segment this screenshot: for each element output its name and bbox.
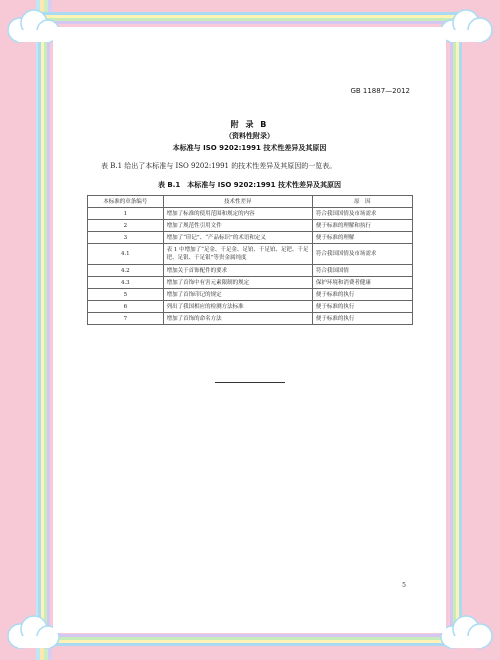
chapter-cell: 4.1 xyxy=(88,244,164,265)
table-row xyxy=(88,220,413,232)
chapter-cell: 4.3 xyxy=(88,277,164,289)
reason-cell: 符合我国国情 xyxy=(312,265,412,277)
annex-kind: （资料性附录） xyxy=(225,132,274,140)
table-row xyxy=(88,208,413,220)
reason-cell: 符合我国国情及市场需求 xyxy=(312,244,412,265)
chapter-cell: 7 xyxy=(88,313,164,325)
chapter-cell: 2 xyxy=(88,220,164,232)
column-header-chapter: 本标准的章条编号 xyxy=(88,196,164,208)
difference-cell: 增加了首饰印记的规定 xyxy=(163,289,312,301)
table-row xyxy=(88,289,413,301)
difference-cell: 列出了我国相应的检测方法标准 xyxy=(163,301,312,313)
difference-cell: 增加了首饰中有害元素限制的规定 xyxy=(163,277,312,289)
page-number: 5 xyxy=(402,582,406,589)
table-row xyxy=(88,232,413,244)
end-of-text-rule xyxy=(215,382,285,383)
chapter-cell: 6 xyxy=(88,301,164,313)
rainbow-stripe-left xyxy=(38,12,52,632)
table-caption: 表 B.1 本标准与 ISO 9202:1991 技术性差异及其原因 xyxy=(158,181,341,189)
chapter-cell: 4.2 xyxy=(88,265,164,277)
reason-cell: 保护环境和消费者健康 xyxy=(312,277,412,289)
chapter-cell: 5 xyxy=(88,289,164,301)
table-row xyxy=(88,244,413,265)
reason-cell: 便于标准的理解和执行 xyxy=(312,220,412,232)
reason-cell: 便于标准的执行 xyxy=(312,289,412,301)
rainbow-stripe-bottom xyxy=(38,632,462,646)
difference-cell: 增加了“印记”、“产品标识”的术语和定义 xyxy=(163,232,312,244)
difference-cell: 增加了首饰的命名方法 xyxy=(163,313,312,325)
table-row xyxy=(88,313,413,325)
reason-cell: 便于标准的执行 xyxy=(312,313,412,325)
chapter-cell: 3 xyxy=(88,232,164,244)
chapter-cell: 1 xyxy=(88,208,164,220)
difference-cell: 表 1 中增加了“足金、千足金、足铂、千足铂、足钯、千足钯、足银、千足银”等贵金属纯度 xyxy=(163,244,312,265)
table-header-row xyxy=(88,196,413,208)
column-header-reason: 原 因 xyxy=(312,196,412,208)
reason-cell: 便于标准的执行 xyxy=(312,301,412,313)
standard-id: GB 11887—2012 xyxy=(350,87,410,95)
difference-cell: 增加了标准的使用范围和规定的内容 xyxy=(163,208,312,220)
intro-paragraph: 表 B.1 给出了本标准与 ISO 9202:1991 的技术性差异及其原因的一览表。 xyxy=(101,162,337,170)
rainbow-stripe-top xyxy=(38,12,462,26)
table-row xyxy=(88,265,413,277)
reason-cell: 符合我国国情及市场需求 xyxy=(312,208,412,220)
column-header-difference: 技术性差异 xyxy=(163,196,312,208)
rainbow-stripe-right xyxy=(448,12,462,632)
annex-heading: 本标准与 ISO 9202:1991 技术性差异及其原因 xyxy=(172,144,327,152)
differences-table xyxy=(87,195,413,325)
difference-cell: 增加了规范性引用文件 xyxy=(163,220,312,232)
reason-cell: 便于标准的理解 xyxy=(312,232,412,244)
document-page xyxy=(53,27,446,633)
annex-title: 附 录 B xyxy=(230,120,269,129)
table-row xyxy=(88,301,413,313)
table-row xyxy=(88,277,413,289)
difference-cell: 增加关于首饰配件的要求 xyxy=(163,265,312,277)
